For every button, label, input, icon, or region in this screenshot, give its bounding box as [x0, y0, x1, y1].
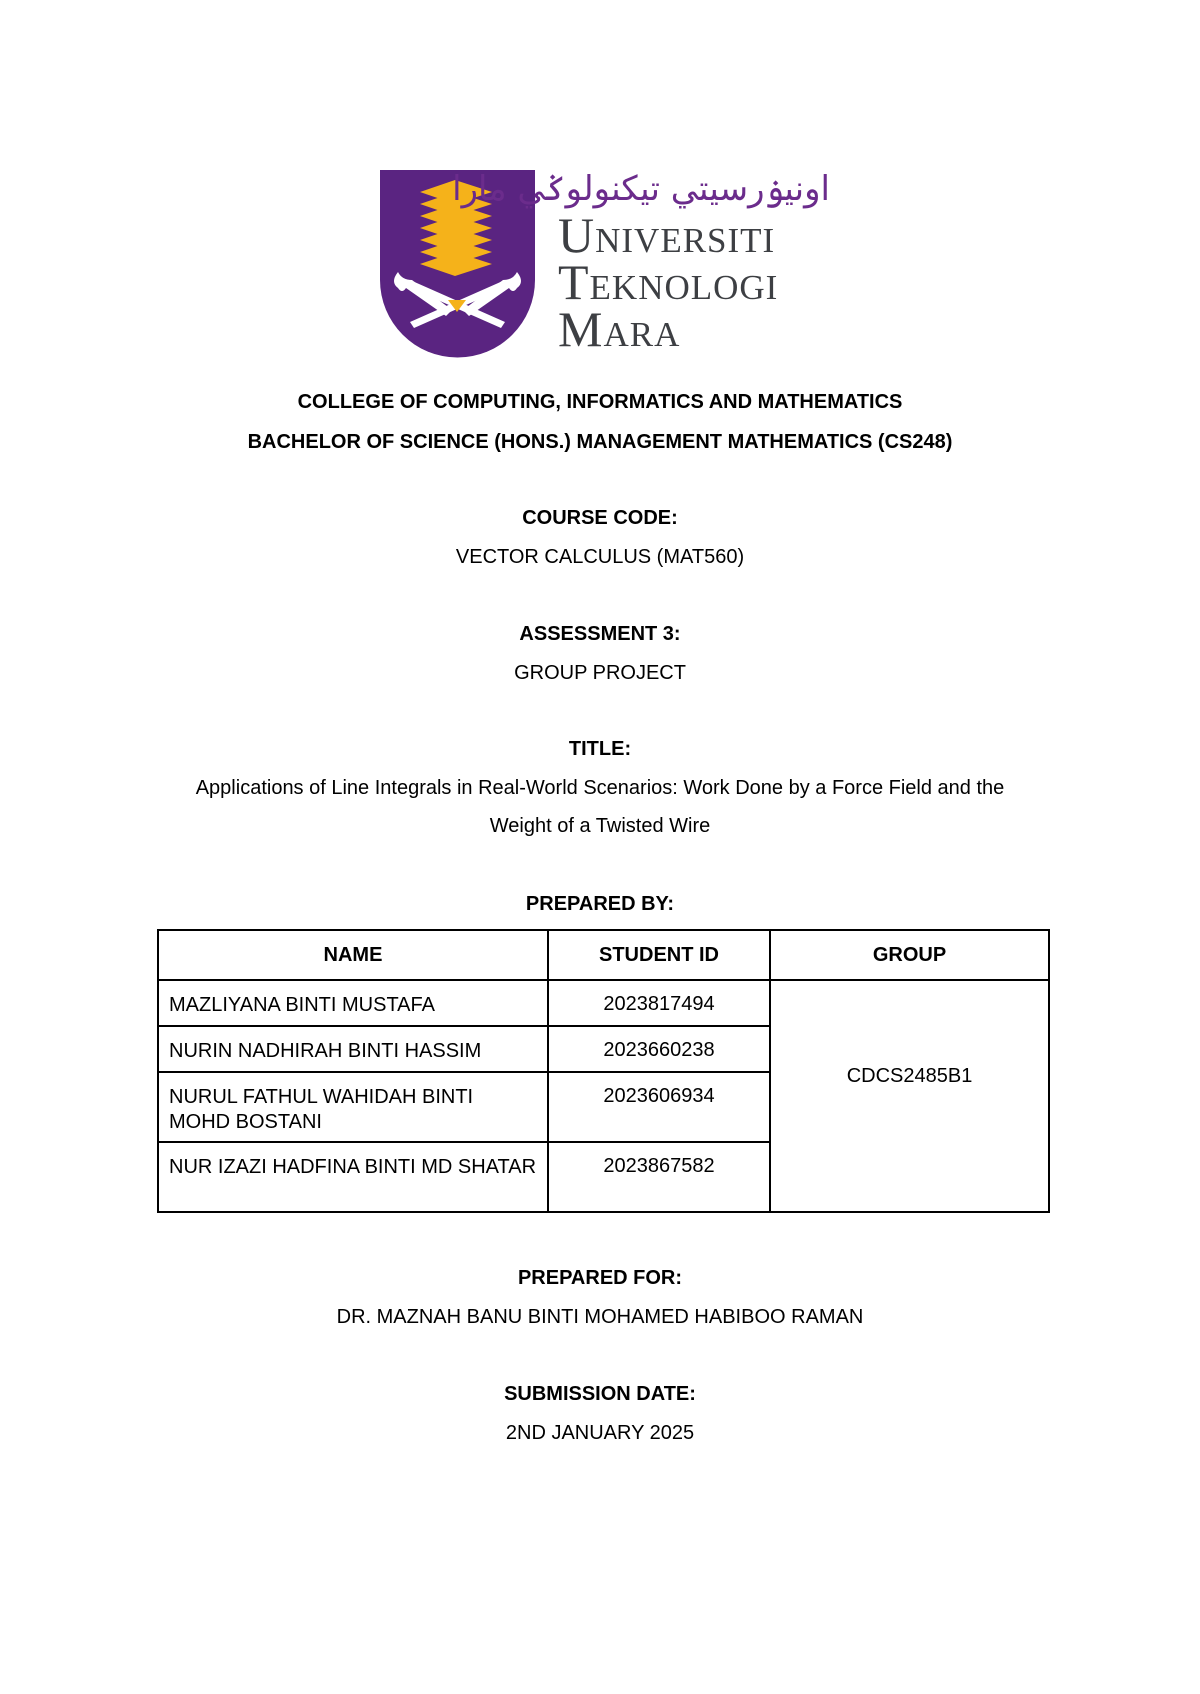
table-row [158, 980, 1049, 1026]
table-header-row [158, 930, 1049, 980]
student-name: NURIN NADHIRAH BINTI HASSIM [158, 1026, 548, 1072]
jawi-university-name: اونيۏرسيتي تيكنولوݢي مارا [452, 169, 830, 209]
programme-name: BACHELOR OF SCIENCE (HONS.) MANAGEMENT MATHEMATICS (CS248) [247, 431, 953, 453]
wordmark-line-2: Teknologi [558, 254, 779, 310]
course-code-value: VECTOR CALCULUS (MAT560) [455, 546, 745, 568]
title-line-1: Applications of Line Integrals in Real-World Scenarios: Work Done by a Force Field and the [195, 777, 1005, 799]
wordmark-line-1: Universiti [558, 207, 776, 263]
prepared-for-label: PREPARED FOR: [517, 1267, 683, 1289]
submission-date-label: SUBMISSION DATE: [504, 1383, 696, 1405]
student-name: NUR IZAZI HADFINA BINTI MD SHATAR [158, 1142, 548, 1212]
prepared-for-value: DR. MAZNAH BANU BINTI MOHAMED HABIBOO RAMAN [336, 1306, 864, 1328]
student-id: 2023817494 [548, 980, 770, 1026]
assessment-label: ASSESSMENT 3: [519, 623, 681, 645]
students-table-container [157, 929, 1050, 1213]
students-table [157, 929, 1050, 1213]
wordmark-line-3: Mara [558, 301, 681, 357]
student-id: 2023606934 [548, 1072, 770, 1142]
course-code-label: COURSE CODE: [522, 507, 678, 529]
title-line-2: Weight of a Twisted Wire [489, 815, 711, 837]
assessment-value: GROUP PROJECT [514, 662, 686, 684]
university-logo [380, 170, 830, 360]
student-name: NURUL FATHUL WAHIDAH BINTI MOHD BOSTANI [158, 1072, 548, 1142]
submission-date-value: 2ND JANUARY 2025 [505, 1422, 695, 1444]
column-header-group: GROUP [770, 930, 1049, 980]
column-header-name: NAME [158, 930, 548, 980]
group-code: CDCS2485B1 [770, 980, 1049, 1212]
title-label: TITLE: [568, 738, 632, 760]
prepared-by-label: PREPARED BY: [525, 893, 675, 915]
student-name: MAZLIYANA BINTI MUSTAFA [158, 980, 548, 1026]
column-header-student-id: STUDENT ID [548, 930, 770, 980]
college-name: COLLEGE OF COMPUTING, INFORMATICS AND MATHEMATICS [297, 391, 903, 413]
university-wordmark [558, 207, 828, 357]
student-id: 2023867582 [548, 1142, 770, 1212]
student-id: 2023660238 [548, 1026, 770, 1072]
